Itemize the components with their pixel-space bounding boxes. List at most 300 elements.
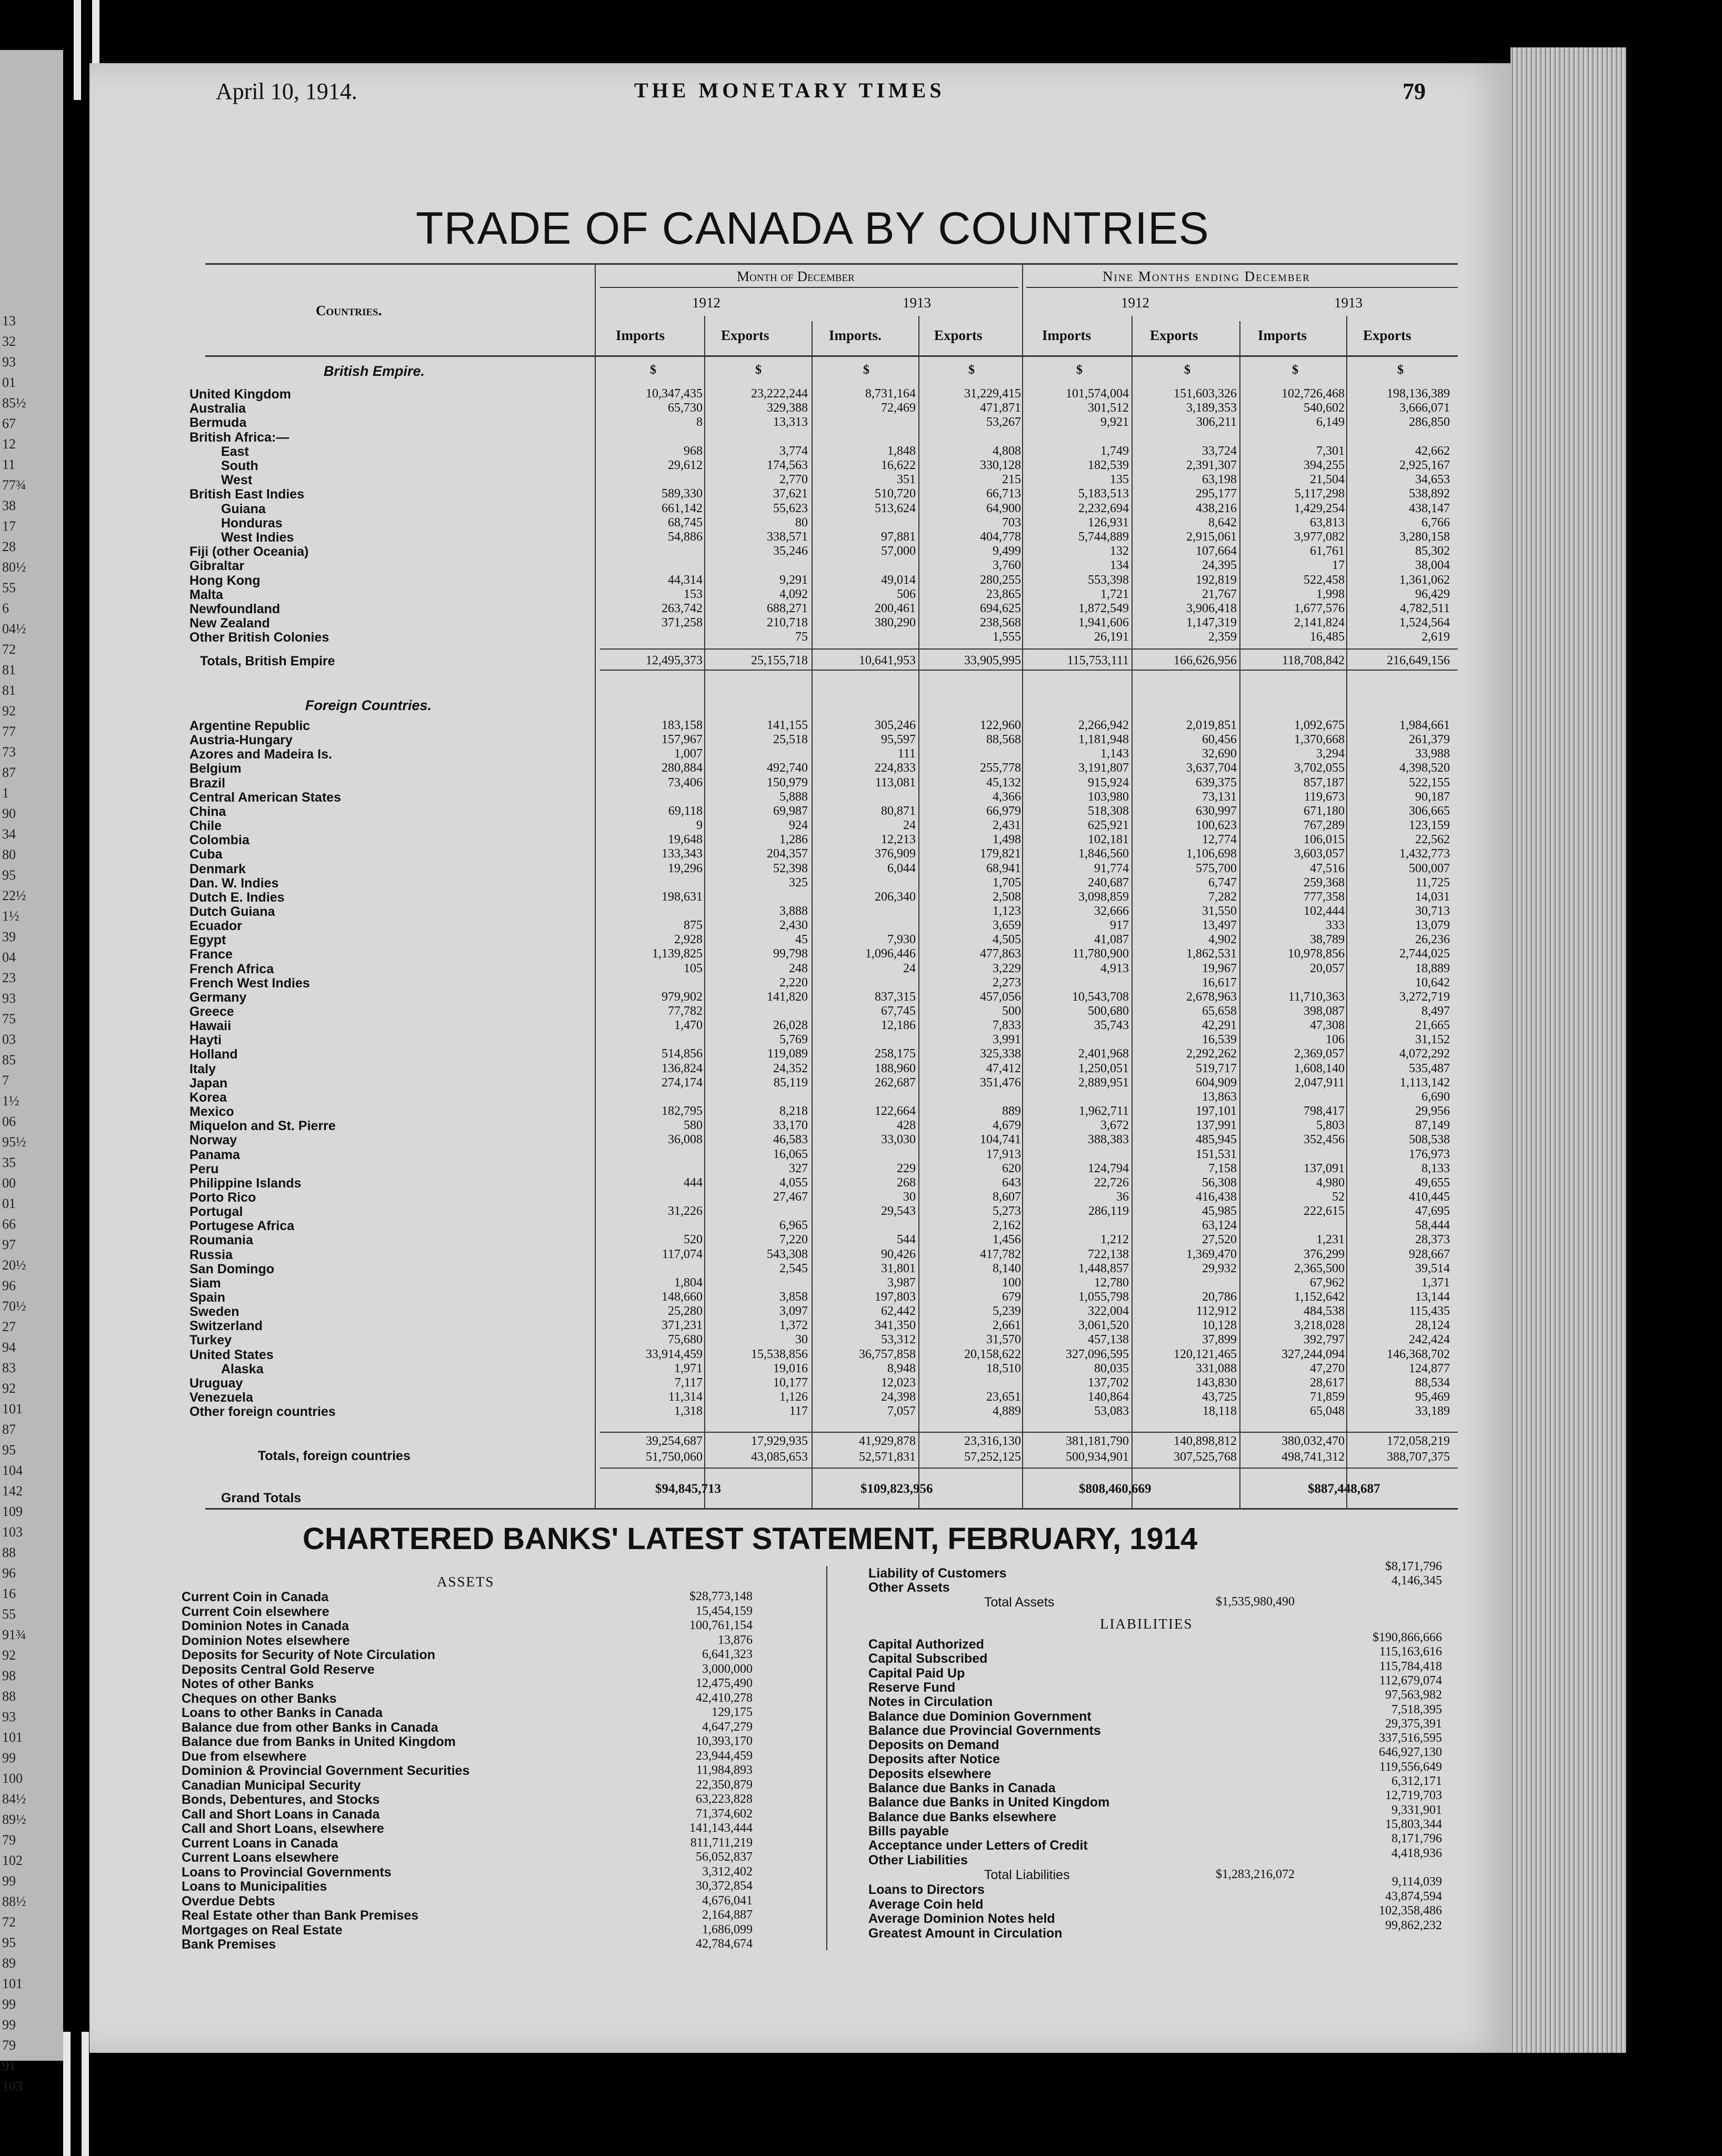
banks-column-divider — [826, 1566, 827, 1950]
trade-value: 1,231 — [1316, 1233, 1345, 1247]
margin-number: 91 — [2, 2058, 16, 2073]
margin-number: 99 — [2, 1997, 16, 2012]
trade-value: 3,774 — [779, 444, 808, 458]
country-label: Argentine Republic — [189, 718, 311, 733]
country-label: Venezuela — [189, 1390, 253, 1405]
trade-value: 306,211 — [1196, 415, 1237, 430]
trade-value: 376,299 — [1304, 1247, 1345, 1261]
trade-value: 522,155 — [1409, 775, 1450, 790]
trade-value: 122,664 — [875, 1104, 916, 1119]
margin-number: 103 — [2, 1524, 23, 1540]
margin-number: 35 — [2, 1155, 16, 1170]
column-header-imports: Imports — [616, 327, 665, 343]
country-label: Philippine Islands — [189, 1175, 302, 1191]
trade-value: 325 — [789, 875, 808, 890]
foreign-total-value: 381,181,790 — [1066, 1434, 1129, 1448]
trade-value: 2,359 — [1208, 630, 1237, 644]
country-label: South — [221, 458, 258, 473]
trade-value: 80 — [795, 515, 808, 530]
trade-value: 9,499 — [993, 544, 1021, 558]
margin-number: 12 — [2, 436, 16, 452]
liability-label: Capital Subscribed — [868, 1651, 988, 1666]
trade-value: 107,664 — [1196, 544, 1237, 558]
trade-value: 25,280 — [668, 1304, 703, 1319]
trade-value: 238,568 — [980, 616, 1021, 630]
trade-value: 8,607 — [993, 1190, 1021, 1204]
trade-value: 4,072,292 — [1399, 1047, 1450, 1061]
trade-value: 506 — [897, 587, 916, 601]
margin-number: 94 — [2, 1340, 16, 1355]
trade-value: 1,498 — [993, 833, 1021, 847]
trade-value: 101,574,004 — [1066, 387, 1129, 401]
trade-value: 514,856 — [662, 1047, 703, 1061]
trade-value: 477,863 — [980, 947, 1021, 961]
trade-value: 5,183,513 — [1078, 487, 1129, 501]
combined-total-value: 388,707,375 — [1387, 1450, 1450, 1464]
trade-value: 13,144 — [1415, 1290, 1450, 1304]
country-label: United Kingdom — [189, 387, 292, 402]
trade-value: 39,514 — [1415, 1261, 1450, 1275]
trade-value: 924 — [789, 819, 808, 833]
trade-value: 875 — [684, 919, 703, 933]
trade-value: 6,965 — [779, 1219, 808, 1233]
trade-value: 457,056 — [980, 990, 1021, 1004]
trade-value: 31,801 — [881, 1261, 916, 1275]
trade-value: 2,162 — [993, 1219, 1021, 1233]
trade-value: 3,218,028 — [1294, 1319, 1345, 1333]
trade-value: 68,941 — [986, 861, 1021, 875]
trade-value: 32,690 — [1202, 747, 1237, 761]
trade-value: 917 — [1110, 919, 1129, 933]
liability-label: Deposits after Notice — [868, 1752, 1000, 1767]
combined-total-value: 57,252,125 — [964, 1450, 1021, 1464]
trade-value: 2,266,942 — [1078, 718, 1129, 732]
country-label: Colombia — [189, 833, 249, 848]
british-total-value: 12,495,373 — [646, 654, 703, 667]
margin-number: 95½ — [2, 1134, 26, 1150]
trade-value: 351 — [897, 473, 916, 487]
liability-label: Balance due Banks in Canada — [868, 1781, 1056, 1795]
trade-value: 183,158 — [662, 718, 703, 732]
total-assets-label: Total Assets — [984, 1595, 1055, 1610]
liability-value: 97,563,982 — [1385, 1688, 1442, 1702]
asset-value: 71,374,602 — [696, 1806, 753, 1821]
trade-value: 60,456 — [1202, 733, 1237, 747]
trade-value: 24 — [903, 819, 916, 833]
country-label: Brazil — [189, 775, 226, 791]
trade-value: 34,653 — [1415, 473, 1450, 487]
liability-value: 4,418,936 — [1391, 1846, 1442, 1860]
trade-value: 19,967 — [1202, 961, 1237, 975]
trade-value: 1,705 — [993, 875, 1021, 890]
country-label: Switzerland — [189, 1319, 263, 1334]
country-label: Hayti — [189, 1033, 222, 1048]
asset-label: Current Loans in Canada — [182, 1835, 338, 1851]
trade-value: 41,087 — [1094, 933, 1129, 947]
trade-value: 1,984,661 — [1399, 718, 1450, 732]
trade-value: 471,871 — [980, 401, 1021, 415]
trade-value: 1,181,948 — [1078, 733, 1129, 747]
trade-value: 115,435 — [1409, 1304, 1450, 1319]
page-number: 79 — [1403, 78, 1426, 104]
trade-value: 26,191 — [1094, 630, 1129, 644]
trade-value: 1,846,560 — [1078, 847, 1129, 861]
trade-value: 8,731,164 — [865, 387, 916, 401]
right-asset-label: Liability of Customers — [868, 1566, 1007, 1581]
trade-value: 179,821 — [980, 847, 1021, 861]
trade-value: 99,798 — [773, 947, 808, 961]
column-header-exports: Exports — [1150, 327, 1198, 343]
column-header-imports: Imports — [1258, 327, 1307, 343]
trade-value: 7,301 — [1316, 444, 1345, 458]
trade-value: 69,987 — [773, 804, 808, 818]
combined-total-value: 500,934,901 — [1066, 1450, 1129, 1464]
margin-number: 01 — [2, 375, 16, 390]
country-label: Alaska — [221, 1361, 264, 1376]
country-label: Japan — [189, 1075, 228, 1091]
trade-value: 2,889,951 — [1078, 1075, 1129, 1090]
asset-value: 811,711,219 — [690, 1835, 753, 1850]
year-header: 1913 — [903, 295, 931, 311]
trade-value: 146,368,702 — [1387, 1347, 1450, 1361]
margin-number: 00 — [2, 1175, 16, 1191]
country-label: French Africa — [189, 961, 274, 976]
asset-value: $28,773,148 — [689, 1590, 753, 1603]
trade-value: 197,101 — [1196, 1104, 1237, 1119]
asset-label: Mortgages on Real Estate — [182, 1922, 343, 1938]
trade-value: 671,180 — [1304, 804, 1345, 818]
trade-value: 3,906,418 — [1186, 602, 1237, 615]
trade-value: 75,680 — [668, 1333, 703, 1347]
trade-value: 510,720 — [875, 487, 916, 501]
trade-value: 66,713 — [986, 487, 1021, 501]
country-label: Chile — [189, 819, 222, 834]
country-label: Cuba — [189, 847, 223, 862]
trade-value: 23,865 — [986, 587, 1021, 601]
trade-value: 352,456 — [1304, 1133, 1345, 1147]
trade-value: 280,884 — [662, 761, 703, 775]
british-total-value: 166,626,956 — [1174, 654, 1237, 667]
trade-value: 52,398 — [773, 861, 808, 875]
liability-value: 15,803,344 — [1385, 1817, 1442, 1831]
trade-value: 3,858 — [779, 1290, 808, 1304]
assets-heading: ASSETS — [437, 1574, 495, 1590]
trade-value: 248 — [789, 961, 808, 975]
trade-value: 182,795 — [662, 1104, 703, 1119]
country-label: West — [221, 473, 253, 488]
trade-value: 37,621 — [773, 487, 808, 501]
trade-value: 928,667 — [1409, 1247, 1450, 1261]
margin-number: 34 — [2, 826, 16, 842]
margin-number: 99 — [2, 1873, 16, 1889]
trade-value: 1,286 — [779, 833, 808, 847]
trade-value: 133,343 — [662, 847, 703, 861]
column-header-exports: Exports — [934, 327, 983, 343]
margin-number: 72 — [2, 642, 16, 657]
trade-value: 29,543 — [881, 1204, 916, 1219]
margin-number: 20½ — [2, 1257, 26, 1273]
trade-value: 157,967 — [662, 733, 703, 747]
british-total-value: 10,641,953 — [859, 654, 916, 667]
margin-number: 23 — [2, 970, 16, 985]
asset-value: 56,052,837 — [696, 1850, 753, 1864]
trade-value: 31,226 — [668, 1204, 703, 1219]
trade-value: 35,743 — [1094, 1019, 1129, 1033]
trade-value: 52 — [1332, 1190, 1345, 1204]
liability-label: Bills payable — [868, 1823, 949, 1839]
trade-value: 3,603,057 — [1294, 847, 1345, 861]
country-label: Dutch Guiana — [189, 904, 275, 919]
country-label: Dan. W. Indies — [189, 875, 279, 891]
trade-value: 13,079 — [1415, 919, 1450, 933]
trade-value: 63,813 — [1310, 515, 1345, 530]
total-liabilities-label: Total Liabilities — [984, 1868, 1070, 1882]
trade-value: 85,119 — [773, 1075, 808, 1090]
trade-value: 535,487 — [1409, 1061, 1450, 1075]
trade-value: 1,848 — [887, 444, 916, 458]
trade-value: 215 — [1002, 473, 1021, 487]
margin-number: 100 — [2, 1771, 23, 1786]
trade-value: 100 — [1002, 1275, 1021, 1290]
trade-value: 16,622 — [881, 458, 916, 472]
trade-value: 2,391,307 — [1186, 458, 1237, 472]
country-label: Siam — [189, 1275, 221, 1291]
trade-value: 24,352 — [773, 1061, 808, 1075]
trade-value: 4,679 — [993, 1119, 1021, 1133]
trade-value: 376,909 — [875, 847, 916, 861]
asset-label: Call and Short Loans, elsewhere — [182, 1821, 384, 1836]
trade-value: 13,497 — [1202, 919, 1237, 933]
trade-value: 19,296 — [668, 861, 703, 875]
foreign-total-value: 172,058,219 — [1387, 1434, 1450, 1448]
trade-value: 1,432,773 — [1399, 847, 1450, 861]
country-label: Porto Rico — [189, 1190, 256, 1205]
combined-total-value: 43,085,653 — [751, 1450, 808, 1464]
asset-value: 1,686,099 — [702, 1922, 753, 1937]
trade-value: 141,155 — [767, 718, 808, 732]
asset-label: Dominion & Provincial Government Securities — [182, 1763, 470, 1778]
trade-value: 327,244,094 — [1282, 1347, 1345, 1361]
country-label: Malta — [189, 587, 223, 602]
asset-value: 15,454,159 — [696, 1604, 753, 1618]
foreign-total-value: 140,898,812 — [1174, 1434, 1237, 1448]
trade-value: 331,088 — [1196, 1361, 1237, 1375]
trade-value: 1,962,711 — [1078, 1104, 1129, 1119]
trade-value: 327,096,595 — [1066, 1347, 1129, 1361]
trade-value: 30 — [795, 1333, 808, 1347]
trade-value: 837,315 — [875, 990, 916, 1004]
trade-value: 20,786 — [1202, 1290, 1237, 1304]
trade-value: 11,725 — [1415, 875, 1450, 890]
trade-value: 10,642 — [1415, 975, 1450, 990]
trade-value: 222,615 — [1304, 1204, 1345, 1219]
margin-number: 22½ — [2, 888, 26, 903]
margin-number: 87 — [2, 1422, 16, 1437]
margin-number: 85½ — [2, 395, 26, 411]
trade-value: 1,941,606 — [1078, 616, 1129, 630]
trade-value: 68,745 — [668, 515, 703, 530]
trade-value: 258,175 — [875, 1047, 916, 1061]
british-total-value: 33,905,995 — [964, 654, 1021, 667]
trade-value: 134 — [1110, 558, 1129, 573]
trade-value: 2,047,911 — [1294, 1075, 1345, 1090]
trade-value: 1,113,142 — [1399, 1075, 1450, 1090]
asset-label: Real Estate other than Bank Premises — [182, 1908, 419, 1923]
trade-value: 13,313 — [773, 415, 808, 430]
trade-value: 2,619 — [1421, 630, 1450, 644]
trade-value: 124,877 — [1409, 1361, 1450, 1375]
country-label: British East Indies — [189, 487, 305, 502]
dollar-sign: $ — [1184, 363, 1190, 377]
trade-value: 8,948 — [887, 1361, 916, 1375]
margin-number: 88 — [2, 1545, 16, 1560]
trade-value: 274,174 — [662, 1075, 703, 1090]
trade-value: 45 — [795, 933, 808, 947]
dollar-sign: $ — [1076, 363, 1083, 377]
margin-number: 88½ — [2, 1894, 26, 1909]
margin-number: 83 — [2, 1360, 16, 1375]
trade-value: 3,666,071 — [1399, 401, 1450, 415]
trade-value: 444 — [684, 1175, 703, 1190]
trade-value: 10,978,856 — [1288, 947, 1345, 961]
trade-value: 1,804 — [674, 1275, 703, 1290]
memo-value: 9,114,039 — [1391, 1875, 1442, 1889]
trade-value: 1,998 — [1316, 587, 1345, 601]
trade-value: 42,662 — [1415, 444, 1450, 458]
trade-value: 438,216 — [1196, 501, 1237, 515]
margin-number: 38 — [2, 498, 16, 513]
trade-value: 1,456 — [993, 1233, 1021, 1247]
trade-value: 2,365,500 — [1294, 1261, 1345, 1275]
margin-number: 04 — [2, 950, 16, 965]
country-label: Fiji (other Oceania) — [189, 544, 309, 560]
trade-value: 7,220 — [779, 1233, 808, 1247]
grand-total-value: $887,448,687 — [1308, 1482, 1380, 1496]
margin-number: 88 — [2, 1689, 16, 1704]
trade-value: 457,138 — [1088, 1333, 1129, 1347]
country-label: Turkey — [189, 1333, 232, 1348]
british-total-value: 115,753,111 — [1067, 654, 1129, 667]
country-label: Australia — [189, 401, 246, 416]
trade-value: 777,358 — [1304, 890, 1345, 904]
trade-value: 200,461 — [875, 602, 916, 615]
trade-value: 6,747 — [1208, 875, 1237, 890]
asset-label: Due from elsewhere — [182, 1749, 307, 1764]
trade-value: 23,651 — [986, 1390, 1021, 1404]
asset-label: Canadian Municipal Security — [182, 1778, 361, 1793]
trade-value: 889 — [1002, 1104, 1021, 1119]
trade-value: 341,350 — [875, 1319, 916, 1333]
trade-value: 119,089 — [767, 1047, 808, 1061]
banks-statement-title: CHARTERED BANKS' LATEST STATEMENT, FEBRUARY, 1914 — [303, 1522, 1198, 1556]
countries-header: Countries. — [316, 303, 382, 318]
trade-value: 1,152,642 — [1294, 1290, 1345, 1304]
asset-value: 3,000,000 — [702, 1662, 753, 1676]
trade-value: 28,373 — [1415, 1233, 1450, 1247]
margin-number: 16 — [2, 1586, 16, 1601]
asset-value: 4,676,041 — [702, 1893, 753, 1908]
trade-value: 12,780 — [1094, 1275, 1129, 1290]
trade-value: 518,308 — [1088, 804, 1129, 818]
trade-value: 17,913 — [986, 1147, 1021, 1161]
british-total-value: 216,649,156 — [1387, 654, 1450, 667]
trade-value: 123,159 — [1409, 819, 1450, 833]
trade-value: 36,757,858 — [859, 1347, 916, 1361]
country-label: Germany — [189, 990, 247, 1005]
trade-value: 47,270 — [1310, 1361, 1345, 1375]
trade-value: 261,379 — [1409, 733, 1450, 747]
asset-label: Balance due from Banks in United Kingdom — [182, 1734, 456, 1749]
trade-value: 1,370,668 — [1294, 733, 1345, 747]
trade-value: 61,761 — [1310, 544, 1345, 558]
month-under — [600, 287, 1018, 288]
margin-number: 89½ — [2, 1812, 26, 1827]
trade-value: 262,687 — [875, 1075, 916, 1090]
combined-total-value: 498,741,312 — [1282, 1450, 1345, 1464]
liability-value: $190,866,666 — [1373, 1631, 1442, 1644]
country-label: Peru — [189, 1161, 219, 1176]
trade-value: 333 — [1326, 919, 1345, 933]
trade-value: 30 — [903, 1190, 916, 1204]
trade-value: 2,369,057 — [1294, 1047, 1345, 1061]
trade-value: 2,661 — [993, 1319, 1021, 1333]
asset-label: Current Coin in Canada — [182, 1590, 329, 1604]
trade-value: 5,744,889 — [1078, 530, 1129, 544]
trade-value: 327 — [789, 1161, 808, 1175]
trade-value: 338,571 — [767, 530, 808, 544]
asset-value: 12,475,490 — [696, 1676, 753, 1690]
foreign-total-rule — [600, 1432, 1458, 1433]
trade-value: 2,273 — [993, 975, 1021, 990]
trade-value: 19,016 — [773, 1361, 808, 1375]
margin-number: 67 — [2, 416, 16, 431]
trade-value: 188,960 — [875, 1061, 916, 1075]
trade-value: 31,550 — [1202, 904, 1237, 918]
margin-number: 06 — [2, 1114, 16, 1129]
country-label: Miquelon and St. Pierre — [189, 1119, 336, 1134]
country-label: Austria-Hungary — [189, 733, 293, 748]
trade-value: 1,212 — [1100, 1233, 1129, 1247]
trade-value: 8,140 — [993, 1261, 1021, 1275]
issue-date: April 10, 1914. — [216, 78, 357, 104]
trade-value: 16,065 — [773, 1147, 808, 1161]
margin-number: 1½ — [2, 909, 19, 924]
liability-label: Notes in Circulation — [868, 1694, 993, 1710]
margin-number: 91¾ — [2, 1627, 26, 1642]
margin-number: 109 — [2, 1504, 23, 1519]
trade-value: 2,928 — [674, 933, 703, 947]
col-rule — [1239, 321, 1240, 1508]
trade-value: 44,314 — [668, 573, 703, 587]
country-label: Hawaii — [189, 1019, 232, 1034]
trade-value: 703 — [1002, 515, 1021, 530]
trade-value: 538,892 — [1409, 487, 1450, 501]
trade-value: 305,246 — [875, 718, 916, 732]
trade-value: 80,035 — [1094, 1361, 1129, 1375]
margin-number: 97 — [2, 1237, 16, 1252]
trade-value: 198,631 — [662, 890, 703, 904]
country-label: New Zealand — [189, 616, 270, 631]
trade-value: 27,520 — [1202, 1233, 1237, 1247]
trade-value: 26,028 — [773, 1019, 808, 1033]
margin-number: 27 — [2, 1319, 16, 1334]
margin-number: 81 — [2, 683, 16, 698]
trade-value: 679 — [1002, 1290, 1021, 1304]
asset-value: 3,312,402 — [702, 1864, 753, 1879]
margin-number: 80 — [2, 847, 16, 862]
asset-label: Bank Premises — [182, 1937, 276, 1952]
trade-value: 722,138 — [1088, 1247, 1129, 1261]
